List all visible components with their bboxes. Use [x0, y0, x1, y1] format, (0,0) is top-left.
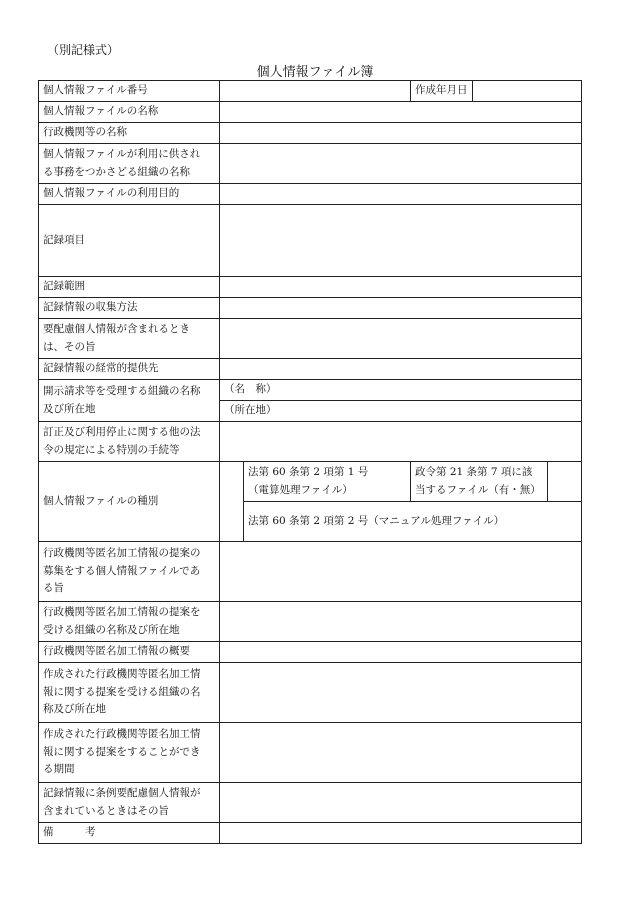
value-organization[interactable]	[220, 144, 582, 184]
label-disclosure-org: 開示請求等を受理する組織の名称 及び所在地	[39, 380, 220, 422]
row-disclosure-name	[39, 380, 582, 401]
file-type-order-value[interactable]	[548, 462, 582, 502]
file-type-checkbox-col[interactable]	[220, 462, 244, 542]
label-agency-name: 行政機関等の名称	[39, 123, 220, 144]
page-title: 個人情報ファイル簿	[256, 65, 374, 80]
row-organization	[39, 144, 582, 184]
row-correction	[39, 422, 582, 462]
value-file-number[interactable]	[220, 81, 411, 102]
form-note: （別記様式）	[47, 43, 120, 57]
value-disclosure-name[interactable]	[220, 380, 582, 401]
value-created-org[interactable]	[220, 663, 582, 723]
value-remarks[interactable]	[220, 823, 582, 844]
value-anon-proposal[interactable]	[220, 542, 582, 602]
row-anon-proposal	[39, 542, 582, 602]
file-type-electronic[interactable]: 法第 60 条第 2 項第 1 号 （電算処理ファイル）	[244, 462, 411, 502]
label-created-period: 作成された行政機関等匿名加工情 報に関する提案をすることができ る期間	[39, 723, 220, 783]
label-anon-proposal: 行政機関等匿名加工情報の提案の 募集をする個人情報ファイルであ る旨	[39, 542, 220, 602]
value-creation-date[interactable]	[473, 81, 582, 102]
row-file-name	[39, 102, 582, 123]
value-regular-recipient[interactable]	[220, 359, 582, 380]
label-record-scope: 記録範囲	[39, 277, 220, 298]
row-regular-recipient	[39, 359, 582, 380]
value-disclosure-address[interactable]	[220, 401, 582, 422]
value-special-care[interactable]	[220, 319, 582, 359]
file-type-order[interactable]: 政令第 21 条第 7 項に該 当するファイル（有・無）	[411, 462, 548, 502]
label-regular-recipient: 記録情報の経常的提供先	[39, 359, 220, 380]
row-special-care	[39, 319, 582, 359]
label-creation-date: 作成年月日	[411, 81, 473, 102]
value-purpose[interactable]	[220, 184, 582, 205]
value-created-period[interactable]	[220, 723, 582, 783]
label-organization: 個人情報ファイルが利用に供され る事務をつかさどる組織の名称	[39, 144, 220, 184]
row-remarks	[39, 823, 582, 844]
label-remarks: 備 考	[39, 823, 220, 844]
label-ordinance: 記録情報に条例要配慮個人情報が 含まれているときはその旨	[39, 783, 220, 823]
row-anon-summary	[39, 642, 582, 663]
disclosure-name-label: （名 称）	[224, 383, 277, 396]
row-agency-name	[39, 123, 582, 144]
file-type-manual[interactable]: 法第 60 条第 2 項第 2 号（マニュアル処理ファイル）	[244, 502, 582, 542]
value-record-scope[interactable]	[220, 277, 582, 298]
register-table	[38, 80, 582, 844]
row-ordinance	[39, 783, 582, 823]
value-ordinance[interactable]	[220, 783, 582, 823]
value-collection-method[interactable]	[220, 298, 582, 319]
label-collection-method: 記録情報の収集方法	[39, 298, 220, 319]
row-record-scope	[39, 277, 582, 298]
label-file-number: 個人情報ファイル番号	[39, 81, 220, 102]
label-purpose: 個人情報ファイルの利用目的	[39, 184, 220, 205]
value-file-name[interactable]	[220, 102, 582, 123]
row-file-type-1	[39, 462, 582, 502]
label-anon-receive: 行政機関等匿名加工情報の提案を 受ける組織の名称及び所在地	[39, 602, 220, 642]
row-created-org	[39, 663, 582, 723]
value-anon-summary[interactable]	[220, 642, 582, 663]
row-created-period	[39, 723, 582, 783]
value-agency-name[interactable]	[220, 123, 582, 144]
value-record-items[interactable]	[220, 205, 582, 277]
row-purpose	[39, 184, 582, 205]
label-correction: 訂正及び利用停止に関する他の法 令の規定による特別の手続等	[39, 422, 220, 462]
row-collection-method	[39, 298, 582, 319]
value-correction[interactable]	[220, 422, 582, 462]
value-anon-receive[interactable]	[220, 602, 582, 642]
label-created-org: 作成された行政機関等匿名加工情 報に関する提案を受ける組織の名 称及び所在地	[39, 663, 220, 723]
disclosure-address-label: （所在地）	[224, 404, 277, 417]
label-special-care: 要配慮個人情報が含まれるとき は、その旨	[39, 319, 220, 359]
label-file-type: 個人情報ファイルの種別	[39, 462, 220, 542]
label-record-items: 記録項目	[39, 205, 220, 277]
label-anon-summary: 行政機関等匿名加工情報の概要	[39, 642, 220, 663]
label-file-name: 個人情報ファイルの名称	[39, 102, 220, 123]
row-file-number	[39, 81, 582, 102]
row-record-items	[39, 205, 582, 277]
row-anon-receive	[39, 602, 582, 642]
